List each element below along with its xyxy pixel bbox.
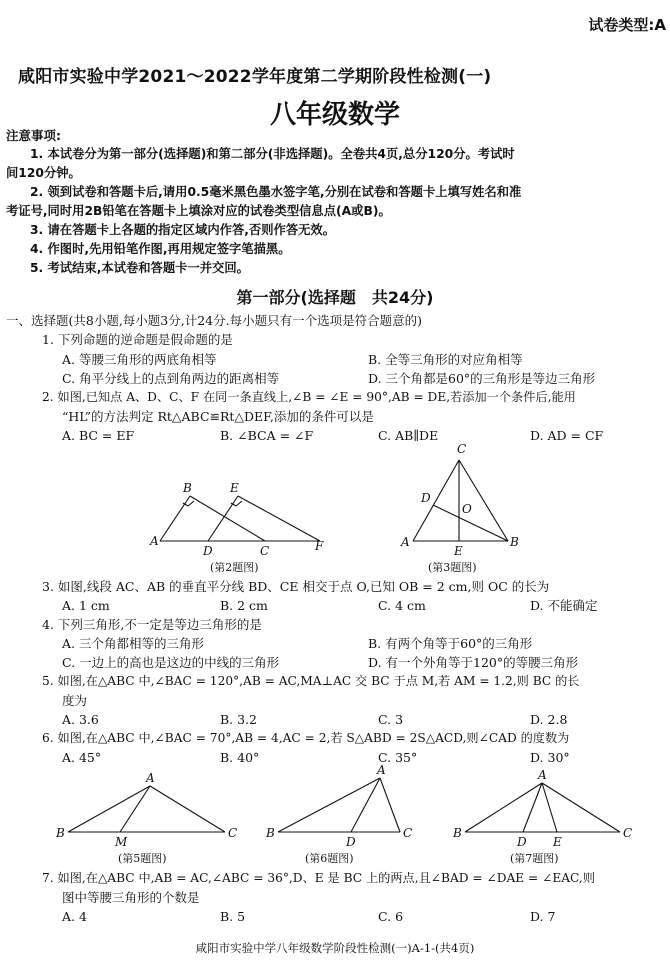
q2-stem: 2. 如图,已知点 A、D、C、F 在同一条直线上,∠B = ∠E = 90°,AB = DE,若添加一个条件后,能用: [42, 390, 576, 404]
q2-option-d: D. AD = CF: [530, 428, 604, 443]
q3-option-d: D. 不能确定: [530, 598, 598, 613]
fig3-caption: (第3题图): [428, 561, 477, 574]
note-line: 考证号,同时用2B铅笔在答题卡上填涂对应的试卷类型信息点(A或B)。: [6, 204, 391, 218]
fig2-label: E: [230, 481, 239, 495]
q5-stem: 度为: [62, 693, 88, 708]
fig5-caption: (第5题图): [118, 852, 167, 865]
q1-option-a: A. 等腰三角形的两底角相等: [62, 352, 217, 367]
q1-option-b: B. 全等三角形的对应角相等: [368, 352, 523, 367]
q4-option-b: B. 有两个角等于60°的三角形: [368, 636, 533, 651]
note-line: 5. 考试结束,本试卷和答题卡一并交回。: [30, 261, 249, 275]
q5-stem: 5. 如图,在△ABC 中,∠BAC = 120°,AB = AC,MA⊥AC 交 BC 于点 M,若 AM = 1.2,则 BC 的长: [42, 674, 580, 688]
q6-option-c: C. 35°: [378, 750, 418, 765]
fig6-label: B: [266, 826, 275, 840]
fig7-label: C: [623, 826, 633, 840]
fig3-label: B: [510, 535, 519, 549]
q5-option-a: A. 3.6: [62, 712, 99, 727]
q3-option-a: A. 1 cm: [62, 598, 110, 613]
q3-option-b: B. 2 cm: [220, 598, 268, 613]
fig3-label: D: [421, 491, 431, 505]
fig3-label: E: [454, 544, 463, 558]
fig6-caption: (第6题图): [305, 852, 354, 865]
fig6-label: A: [377, 763, 386, 777]
fig6-label: C: [403, 826, 413, 840]
fig5-label: C: [228, 826, 238, 840]
q6-option-a: A. 45°: [62, 750, 102, 765]
page-footer: 咸阳市实验中学八年级数学阶段性检测(一)A-1-(共4页): [195, 941, 475, 955]
q5-option-c: C. 3: [378, 712, 404, 727]
q4-option-d: D. 有一个外角等于120°的等腰三角形: [368, 655, 579, 670]
note-line: 间120分钟。: [6, 166, 81, 180]
q3-option-c: C. 4 cm: [378, 598, 426, 613]
q4-option-a: A. 三个角都相等的三角形: [62, 636, 204, 651]
subject-title: 八年级数学: [269, 100, 400, 130]
q4-stem: 4. 下列三角形,不一定是等边三角形的是: [42, 617, 262, 632]
note-line: 1. 本试卷分为第一部分(选择题)和第二部分(非选择题)。全卷共4页,总分120分。考试时: [30, 147, 515, 161]
fig2-label: C: [260, 544, 270, 558]
fig3-label: A: [401, 535, 410, 549]
q1-option-c: C. 角平分线上的点到角两边的距离相等: [62, 371, 280, 386]
q1-stem: 1. 下列命题的逆命题是假命题的是: [42, 332, 233, 347]
q7-option-a: A. 4: [62, 909, 87, 924]
q6-option-b: B. 40°: [220, 750, 260, 765]
fig5-label: B: [56, 826, 65, 840]
note-line: 3. 请在答题卡上各题的指定区域内作答,否则作答无效。: [30, 223, 336, 237]
fig7-label: D: [517, 835, 527, 849]
q5-option-d: D. 2.8: [530, 712, 568, 727]
fig7-label: E: [553, 835, 562, 849]
fig5-label: A: [146, 771, 155, 785]
q7-stem: 7. 如图,在△ABC 中,AB = AC,∠ABC = 36°,D、E 是 BC 上的两点,且∠BAD = ∠DAE = ∠EAC,则: [42, 871, 595, 885]
q6-stem: 6. 如图,在△ABC 中,∠BAC = 70°,AB = 4,AC = 2,若 S△ABD = 2S△ACD,则∠CAD 的度数为: [42, 731, 570, 745]
q2-option-c: C. AB∥DE: [378, 428, 439, 443]
q6-option-d: D. 30°: [530, 750, 570, 765]
fig3-label: O: [462, 502, 472, 516]
q7-stem: 图中等腰三角形的个数是: [62, 890, 200, 905]
fig2-caption: (第2题图): [210, 561, 259, 574]
part1-heading: 第一部分(选择题 共24分): [236, 288, 434, 307]
notes-heading: 注意事项:: [6, 128, 61, 143]
section-heading: 一、选择题(共8小题,每小题3分,计24分.每小题只有一个选项是符合题意的): [6, 313, 422, 328]
q2-option-b: B. ∠BCA = ∠F: [220, 428, 314, 443]
paper-type: 试卷类型:A: [588, 16, 666, 34]
fig7-label: B: [453, 826, 462, 840]
fig2-label: D: [203, 544, 213, 558]
q7-option-b: B. 5: [220, 909, 246, 924]
q3-stem: 3. 如图,线段 AC、AB 的垂直平分线 BD、CE 相交于点 O,已知 OB = 2 cm,则 OC 的长为: [42, 579, 550, 594]
q2-stem: “HL”的方法判定 Rt△ABC≌Rt△DEF,添加的条件可以是: [62, 409, 374, 424]
fig6-label: D: [346, 835, 356, 849]
fig2-label: F: [315, 539, 324, 553]
note-line: 4. 作图时,先用铅笔作图,再用规定签字笔描黑。: [30, 242, 291, 256]
q5-option-b: B. 3.2: [220, 712, 258, 727]
q4-option-c: C. 一边上的高也是这边的中线的三角形: [62, 655, 280, 670]
fig5-label: M: [115, 835, 128, 849]
exam-title: 咸阳市实验中学2021～2022学年度第二学期阶段性检测(一): [18, 67, 492, 87]
fig2-label: A: [150, 534, 159, 548]
fig3-label: C: [457, 442, 467, 456]
q7-option-c: C. 6: [378, 909, 404, 924]
q2-option-a: A. BC = EF: [62, 428, 135, 443]
note-line: 2. 领到试卷和答题卡后,请用0.5毫米黑色墨水签字笔,分别在试卷和答题卡上填写姓名和准: [30, 185, 522, 199]
q7-option-d: D. 7: [530, 909, 556, 924]
fig2-label: B: [183, 481, 192, 495]
fig7-caption: (第7题图): [510, 852, 559, 865]
q1-option-d: D. 三个角都是60°的三角形是等边三角形: [368, 371, 596, 386]
fig7-label: A: [538, 768, 547, 782]
